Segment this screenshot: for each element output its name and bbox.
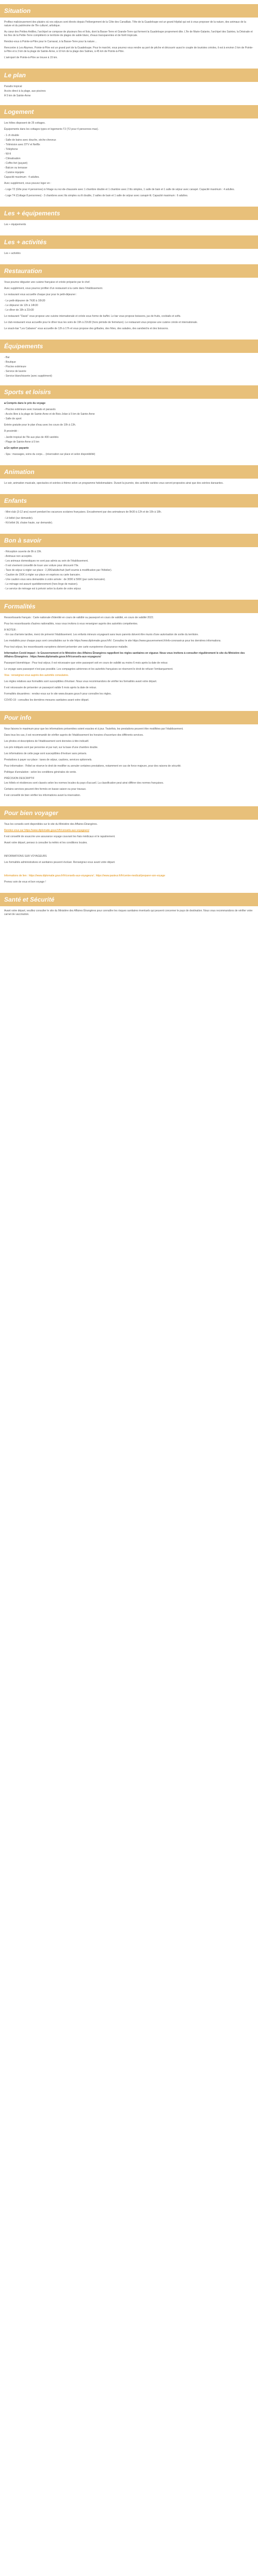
- enfants-text: - Lit bébé (sur demande).: [4, 517, 34, 520]
- formalites-text: Les règles relatives aux formalités sont susceptibles d'évoluer. Nous vous recommandons de vérifier les formalités avant votre départ.: [4, 680, 157, 683]
- list-item: - Téléphone: [4, 148, 18, 151]
- pour-bien-text: Il est conseillé de souscrire une assurance voyage couvrant les frais médicaux et le rapatriement.: [4, 835, 116, 838]
- formalites-text: COVID-19 : consultez les dernières mesures sanitaires avant votre départ.: [4, 699, 89, 702]
- situation-section: [0, 18, 258, 64]
- section-banner-equipements-detail: Équipements: [0, 340, 258, 353]
- logement-text: Les hôtes disposent de 25 cottages.: [4, 122, 46, 125]
- list-item: - Salle de sport: [4, 417, 22, 420]
- list-item: - Jardin tropical de l'île aux plus de 400 variétés: [4, 436, 59, 439]
- logement-text: Avec supplément, vous pouvez loger en :: [4, 182, 52, 185]
- situation-text: Profitez malicieusement des plaisirs où vos séjours sont élevés depuis l'hébergement de la Côte des Canaillais. Tête de la Guadeloupe est un grand hôpital qui est à vous proposer de la nature, des animaux de la nature et du patrimoine de l'île culturel, artistique.: [4, 21, 246, 27]
- sports-section: [0, 399, 258, 461]
- list-item: - Cuisine équipée: [4, 171, 24, 174]
- pour-bien-text: Prenez soin de vous et bon voyage !: [4, 880, 46, 884]
- restauration-text: Le snack-bar "Les Cabanes" vous accueille de 12h à 17h et vous propose des grillades, des frites, des salades, des sandwichs et des boissons.: [4, 327, 169, 330]
- section-banner-enfants: Enfants: [0, 494, 258, 507]
- section-banner-restauration: Restauration: [0, 264, 258, 278]
- list-item: - Le ménage est assuré quotidiennement (hors linge de maison).: [4, 583, 78, 586]
- restauration-text: Le restaurant vous accueille chaque jour pour le petit-déjeuner :: [4, 293, 77, 296]
- pour-info-text: Prestations à payer sur place : taxes de séjour, cautions, services optionnels.: [4, 758, 92, 761]
- list-item: - Piscine extérieure: [4, 365, 26, 368]
- list-item: - Une caution vous sera demandée à votre arrivée : de 300€ à 500€ (par carte bancaire).: [4, 578, 106, 581]
- lieu-line: Accès direct à la plage, aux piscines: [4, 90, 46, 93]
- list-item: - Bar: [4, 356, 10, 359]
- restauration-text: Vous pourrez déguster une cuisine française et créole préparée par le chef.: [4, 281, 90, 284]
- list-item: - Coffre-fort (payant): [4, 162, 28, 165]
- list-item: - Télévision avec DTV et Netflix: [4, 143, 40, 146]
- formalites-text: Il est nécessaire de présenter un passeport valide 6 mois après la date de retour.: [4, 686, 97, 689]
- list-item: - Service blanchisserie (avec supplément): [4, 375, 52, 378]
- sante-text: Avant votre départ, veuillez consulter le site du Ministère des Affaires Étrangères pour connaître les risques sanitaires éventuels qui peuvent concerner le pays de destination. Nous vous recommandons de vérifier votre carnet de vaccination.: [4, 909, 253, 916]
- section-banner-sports: Sports et loisirs: [0, 385, 258, 399]
- sports-text: À proximité :: [4, 430, 19, 433]
- hotel-description-page: [0, 4, 258, 921]
- restauration-text: Avec supplément, vous pourrez profiter d'un restaurant à la carte dans l'établissement.: [4, 287, 103, 290]
- pour-info-text: Les prix indiqués sont par personne et par nuit, sur la base d'une chambre double.: [4, 746, 99, 749]
- formalites-text: Pour tout séjour, les ressortissants européens doivent présenter une carte européenne d'assurance maladie.: [4, 646, 128, 649]
- list-item: - Salle de bains avec douche, sèche-cheveux: [4, 139, 56, 142]
- logement-section: [0, 118, 258, 202]
- animation-text: Le soir, animation musicale, spectacles et soirées à thème selon un programme hebdomadaire. Durant la journée, des activités variées vous seront proposées ainsi que des soirées dansantes.: [4, 482, 223, 485]
- lieu-section: [0, 82, 258, 101]
- pour-bien-heading: INFORMATIONS SUR VOYAGEURS: [4, 855, 47, 858]
- equipements-plus-text: Les + équipements: [4, 223, 26, 226]
- pour-info-text: Certains services peuvent être fermés en basse saison ou pour travaux.: [4, 788, 87, 791]
- situation-text: Rencontre à Les Abymes. Pointe-à-Pitre est un grand port de la Guadeloupe. Pour le marché, vous pourrez vous rendre au port de pêche et découvrir aussi le couple de touristes créoles, il est à environ 3 km de Pointe-à-Pitre et à 3 km de la plage de Sainte-Anne, à 10 km de la plage des Salines, à 45 km de Pointe-à-Pitre.: [4, 46, 253, 53]
- pour-bien-text: Tous les conseils sont disponibles sur le site du Ministère des Affaires Étrangères.: [4, 823, 98, 826]
- section-banner-lieu: Le plan: [0, 69, 258, 82]
- restauration-text: Le club-restaurant vous accueille pour le dîner tous les soirs de 19h à 21h30 (hors période de fermeture). Le restaurant vous propose une cuisine créole et internationale.: [4, 321, 198, 324]
- list-item: - 1 ch double: [4, 134, 19, 137]
- restauration-section: [0, 278, 258, 335]
- pour-info-text: Nous faisons le maximum pour que les informations présentées soient exactes et à jour. Toutefois, les prestations peuvent être modifiées par l'établissement.: [4, 727, 184, 731]
- section-banner-equipements: Les + équipements: [0, 207, 258, 220]
- logement-text: - Loge T4 (Cottage 8 personnes) - 3 chambres avec lits simples ou lit double, 2 salles de bain et 1 salle de séjour avec canapé-lit. Capacité maximum : 6 adultes.: [4, 194, 188, 197]
- pour-info-text: Dans tous les cas, il est recommandé de vérifier auprès de l'établissement les horaires d'ouverture des différents services.: [4, 734, 144, 737]
- formalites-text: Formalités douanières : rendez-vous sur le site www.douane.gouv.fr pour connaître les règles.: [4, 692, 112, 696]
- section-banner-pour-info: Pour info: [0, 711, 258, 724]
- list-item: - Il est vivement conseillé de louer une voiture pour découvrir l'île.: [4, 564, 79, 567]
- list-item: - Réception ouverte de 8h à 19h.: [4, 550, 42, 553]
- restauration-text: Le restaurant "Oasis" vous propose une cuisine internationale et créole sous forme de buffet. Le bar vous propose boissons, jus de fruits, cocktails et softs.: [4, 315, 181, 318]
- pour-info-text: Les photos et descriptions de l'établissement sont données à titre indicatif.: [4, 740, 89, 743]
- list-item: - Wi-fi: [4, 152, 11, 156]
- list-item: - Caution de 150€ à régler sur place en espèces ou carte bancaire.: [4, 573, 81, 577]
- list-item: - Animaux non acceptés.: [4, 555, 33, 558]
- logement-text: Équipements dans les cottages types et logements T2 (T2 pour 4 personnes max).: [4, 128, 99, 131]
- list-item: - Accès libre à la plage de Sainte-Anne et de Bois-Jolan à 5 km de Sainte-Anne: [4, 413, 95, 416]
- enfants-text: - Mini-club (3-12 ans) ouvert pendant les vacances scolaires françaises. Encadrement par des animateurs de 9h30 à 12h et de 15h à 18h.: [4, 511, 162, 514]
- formalites-text: À NOTER :: [4, 629, 18, 632]
- section-banner-animation: Animation: [0, 465, 258, 479]
- equipements-detail-section: [0, 353, 258, 381]
- list-item: - Service de laverie: [4, 370, 26, 373]
- pour-bien-text: Les formalités administratives et sanitaires peuvent évoluer. Renseignez-vous avant votre départ.: [4, 861, 116, 864]
- activites-plus-section: [0, 249, 258, 260]
- list-item: - Balcon ou terrasse: [4, 166, 27, 170]
- lieu-line: Paradis tropical: [4, 85, 22, 88]
- pour-info-text: Les hôtels et résidences sont classés selon les normes locales du pays d'accueil. La classification peut ainsi différer des normes françaises.: [4, 782, 164, 785]
- animation-section: [0, 479, 258, 490]
- list-item: - Piscine extérieure avec transats et parasols: [4, 408, 56, 411]
- formalites-text: Pour les ressortissants d'autres nationalités, nous vous invitons à vous renseigner auprès des autorités compétentes.: [4, 622, 138, 625]
- pour-info-heading: PRÉCISION DESCRIPTIF: [4, 777, 35, 780]
- list-item: - Climatisation: [4, 157, 21, 160]
- formalites-text: Les modalités pour chaque pays sont consultables sur le site https://www.diplomatie.gouv.fr/fr/. Consultez le site https://www.gouvernement.fr/info-coronavirus pour les dernières informations.: [4, 639, 221, 642]
- pour-bien-text: Avant votre départ, pensez à consulter la météo et les conditions locales.: [4, 841, 88, 844]
- section-banner-activites: Les + activités: [0, 235, 258, 249]
- info-links[interactable]: Informations de lien : https://www.diplomatie.gouv.fr/fr/conseils-aux-voyageurs/ ; https://www.pasteur.fr/fr/centre-medical/preparer-son-voyage: [4, 874, 165, 877]
- section-banner-situation: Situation: [0, 4, 258, 18]
- list-item: - Spa : massages, soins du corps… (réservation sur place et selon disponibilité): [4, 453, 95, 456]
- sante-securite-section: [0, 906, 258, 921]
- section-banner-bon-a-savoir: Bon à savoir: [0, 534, 258, 547]
- section-banner-pour-bien-voyager: Pour bien voyager: [0, 806, 258, 820]
- list-item: - Le déjeuner de 12h à 14h30: [4, 304, 38, 307]
- section-banner-formalites: Formalités: [0, 600, 258, 613]
- enfants-section: [0, 507, 258, 530]
- equipements-plus-section: [0, 220, 258, 231]
- list-item: - Taxe de séjour à régler sur place : 2,30€/adulte/nuit (tarif soumis à modification par l'hôtelier).: [4, 569, 112, 572]
- section-banner-logement: Logement: [0, 105, 258, 118]
- formalites-text: Ressortissants français : Carte nationale d'identité en cours de validité ou passeport en cours de validité, en cours de validité 2022.: [4, 616, 154, 619]
- situation-text: Au cœur des Petites Antilles, l'archipel se compose de plusieurs îles et îlots, dont la Basse-Terre et Grande-Terre qui forment la Guadeloupe proprement dite. L'île de Marie-Galante, l'archipel des Saintes, la Désirade et les îles de la Petite-Terre complètent ce territoire de plages de sable blanc, d'eaux transparentes et de forêt tropicale.: [4, 30, 253, 37]
- situation-text: Rendez-vous à Pointe-à-Pitre pour le Carnaval, à la Basse-Terre pour la nature…: [4, 40, 98, 43]
- lieu-line: À 5 km de Sainte-Anne: [4, 94, 31, 97]
- logement-text: - Loge T2 (Gîte pour 4 personnes) à l'étage ou rez-de-chaussée avec 1 chambre double et 1 chambre avec 2 lits simples, 1 salle de bain et 1 salle de séjour avec canapé. Capacité maximum : 4 adultes.: [4, 188, 235, 191]
- list-item: - Le dîner de 19h à 21h30: [4, 309, 34, 312]
- formalites-section: [0, 613, 258, 707]
- situation-text: L'aéroport de Pointe-à-Pitre se trouve à 15 km.: [4, 56, 58, 59]
- sports-subtitle: ■ Compris dans le prix du voyage: [4, 402, 45, 405]
- pour-info-section: [0, 724, 258, 802]
- formalites-text: Le voyage sans passeport n'est pas possible. Les compagnies aériennes et les autorités françaises se réservent le droit de refuser l'embarquement.: [4, 668, 173, 671]
- pour-info-text: Il est conseillé de bien vérifier les informations avant la réservation.: [4, 794, 81, 797]
- bon-a-savoir-section: [0, 547, 258, 596]
- formalites-text: - En cas d'arrivée tardive, merci de prévenir l'établissement. Les enfants mineurs voyageant sans leurs parents doivent être munis d'une autorisation de sortie du territoire.: [4, 633, 199, 636]
- formalites-text: Passeport biométrique : Pour tout séjour, il est nécessaire que votre passeport soit en cours de validité au moins 6 mois après la date de retour.: [4, 662, 168, 665]
- list-item: - Le petit-déjeuner de 7h30 à 10h30: [4, 299, 45, 302]
- diplomatie-link[interactable]: Rendez-vous sur https://www.diplomatie.gouv.fr/fr/conseils-aux-voyageurs/: [4, 829, 89, 832]
- list-item: - Plage de Sainte-Anne à 5 km: [4, 440, 40, 444]
- list-item: - Le service de ménage est à prévoir selon la durée de votre séjour.: [4, 587, 82, 590]
- list-item: - Boutique: [4, 361, 16, 364]
- sports-subtitle: ■ En option payante: [4, 447, 29, 450]
- activites-plus-text: Les + activités: [4, 252, 21, 255]
- enfants-text: - Kit bébé (lit, chaise haute, sur demande).: [4, 521, 53, 524]
- logement-text: Capacité maximum : 4 adultes.: [4, 176, 40, 179]
- logement-list: [4, 134, 254, 175]
- pour-bien-voyager-section: [0, 820, 258, 889]
- pour-info-text: Pour information : l'hôtel se réserve le droit de modifier ou annuler certaines prestations, notamment en cas de force majeure, pour des raisons de sécurité.: [4, 765, 182, 768]
- formalites-visa-link[interactable]: Visa : renseignez-vous auprès des autorités consulaires.: [4, 674, 69, 677]
- spacer: [4, 848, 254, 855]
- formalites-covid-notice: Information Covid impact : le Gouvernement et le Ministère des Affaires Étrangères rappellent les règles sanitaires en vigueur. Nous vous invitons à consulter régulièrement le site du Ministère des Affaires Étrangères : https://www.diplomatie.gouv.fr/fr/conseils-aux-voyageurs/: [4, 652, 245, 658]
- section-banner-sante-securite: Santé et Sécurité: [0, 893, 258, 906]
- pour-info-text: Les informations de cette page sont susceptibles d'évoluer sans préavis.: [4, 752, 87, 755]
- spacer: [4, 867, 254, 874]
- list-item: - Les animaux domestiques ne sont pas admis au sein de l'établissement.: [4, 560, 89, 563]
- pour-info-text: Politique d'annulation : selon les conditions générales de vente.: [4, 771, 77, 774]
- sports-text: Entrée gratuite pour le plan d'eau avec les cours de 10h à 13h.: [4, 423, 76, 427]
